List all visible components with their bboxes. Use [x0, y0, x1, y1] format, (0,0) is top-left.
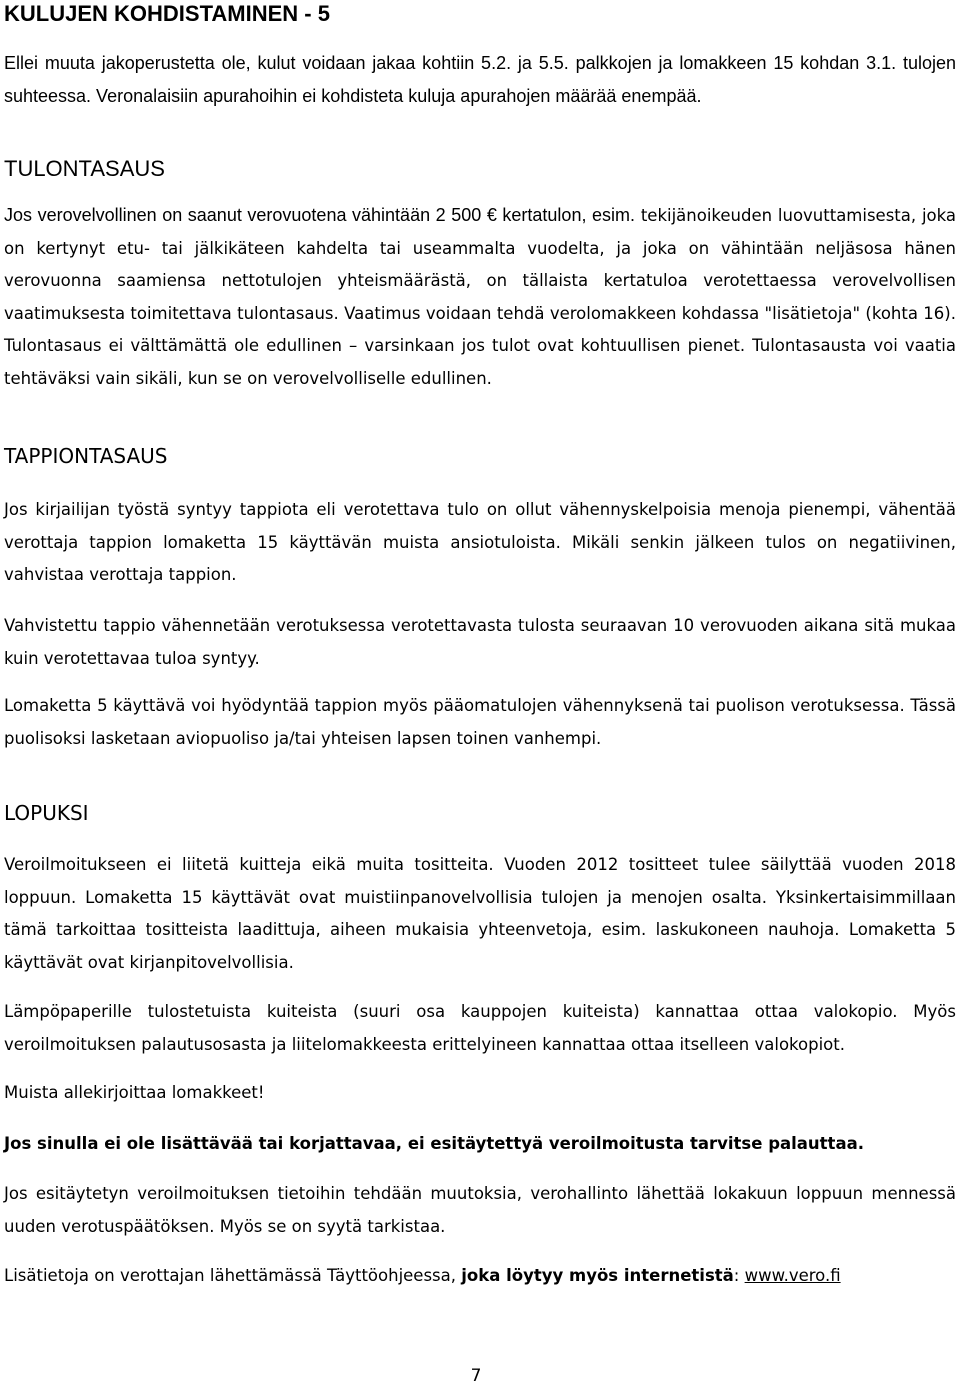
final-colon: : [733, 1266, 745, 1285]
page-number: 7 [470, 1366, 482, 1386]
lopuksi-paragraph-1: Veroilmoitukseen ei liitetä kuitteja eikä muita tositteita. Vuoden 2012 tositteet tulee säilyttää vuoden 2018 loppuun. Lomaketta 15 käyttävät ovat muistiinpanovelvollisia tulojen ja menojen osalta. Yksinkertaisimmillaan tämä tarkoittaa tositteista laadittuja, aiheen mukaisia yhteenvetoja, esim. laskukoneen nauhoja. Lomaketta 5 käyttävät ovat kirjanpitovelvollisia. [4, 855, 956, 972]
tappiontasaus-paragraph-2: Vahvistettu tappio vähennetään verotuksessa verotettavasta tulosta seuraavan 10 verovuoden aikana sitä mukaa kuin verotettavaa tuloa syntyy. [4, 616, 956, 668]
lopuksi-final-paragraph [4, 1260, 956, 1293]
tulontasaus-rest: tekijänoikeuden luovuttamisesta, joka on kertynyt etu- tai jälkikäteen kahdelta tai useammalta vuodelta, ja joka on vähintään neljäsosa hänen verovuonna saamiensa nettotulojen yhteismäärästä, on tällaista kertatuloa verotettaessa verovelvollisen vaatimuksesta toimitettava tulontasaus. Vaatimus voidaan tehdä verolomakkeen kohdassa "lisätietoja" (kohta 16). Tulontasaus ei välttämättä ole edullinen – varsinkaan jos tulot ovat kohtuullisen pienet. Tulontasausta voi vaatia tehtäväksi vain sikäli, kun se on verovelvolliselle edullinen. [4, 206, 956, 388]
lopuksi-paragraph-2: Lämpöpaperille tulostetuista kuiteista (suuri osa kauppojen kuiteista) kannattaa ottaa valokopio. Myös veroilmoituksen palautusosasta ja liitelomakkeesta erittelyineen kannattaa ottaa itselleen valokopiot. [4, 1002, 956, 1054]
lopuksi-paragraph-5: Jos esitäytetyn veroilmoituksen tietoihin tehdään muutoksia, verohallinto lähettää lokakuun loppuun mennessä uuden verotuspäätöksen. Myös se on syytä tarkistaa. [4, 1184, 956, 1236]
tulontasaus-paragraph [4, 199, 956, 395]
heading-tulontasaus: TULONTASAUS [4, 156, 165, 181]
tulontasaus-line1: Jos verovelvollinen on saanut verovuotena vähintään 2 500 € kertatulon, esim. [4, 205, 636, 225]
final-bold: joka löytyy myös internetistä [461, 1266, 734, 1285]
tappiontasaus-paragraph-3: Lomaketta 5 käyttävä voi hyödyntää tappion myös pääomatulojen vähennyksenä tai puolison verotuksessa. Tässä puolisoksi lasketaan aviopuoliso ja/tai yhteisen lapsen toinen vanhempi. [4, 696, 956, 748]
tappiontasaus-paragraph-1: Jos kirjailijan työstä syntyy tappiota eli verotettava tulo on ollut vähennyskelpoisia menoja pienempi, vähentää verottaja tappion lomaketta 15 käyttävän muista ansiotuloista. Mikäli senkin jälkeen tulos on negatiivinen, vahvistaa verottaja tappion. [4, 500, 956, 584]
vero-link[interactable]: www.vero.fi [744, 1266, 841, 1285]
heading-kulujen-kohdistaminen: KULUJEN KOHDISTAMINEN - 5 [4, 1, 330, 26]
intro-paragraph: Ellei muuta jakoperustetta ole, kulut voidaan jakaa kohtiin 5.2. ja 5.5. palkkojen ja lomakkeen 15 kohdan 3.1. tulojen suhteessa. Veronalaisiin apurahoihin ei kohdisteta kuluja apurahojen määrää enempää. [4, 53, 956, 106]
lopuksi-paragraph-4: Jos sinulla ei ole lisättävää tai korjattavaa, ei esitäytettyä veroilmoitusta tarvitse palauttaa. [4, 1134, 864, 1153]
final-prefix: Lisätietoja on verottajan lähettämässä Täyttöohjeessa, [4, 1266, 462, 1285]
lopuksi-paragraph-3: Muista allekirjoittaa lomakkeet! [4, 1083, 265, 1102]
heading-lopuksi: LOPUKSI [4, 801, 89, 825]
heading-tappiontasaus: TAPPIONTASAUS [4, 444, 168, 468]
